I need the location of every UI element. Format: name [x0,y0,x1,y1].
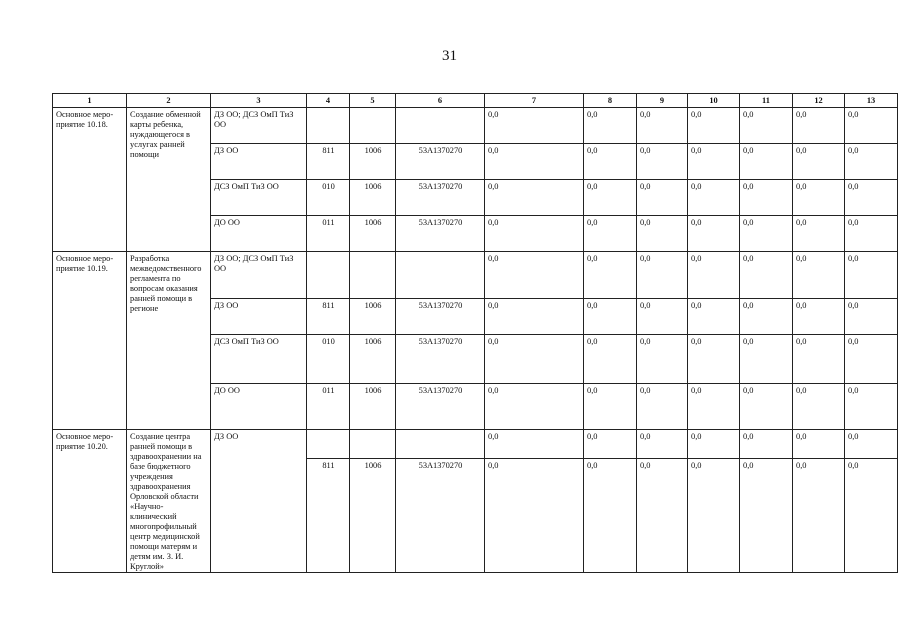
code-cell: 53А1370270 [396,216,485,252]
header-cell: 1 [53,94,127,108]
measure-name-cell: Создание центра ранней помощи в здравоохранении на базе бюджетного учреждения здравоохранения Орловской области «Научно-клинический многопрофильный центр медицинской помощи матерям и детям им. З. И. Круглой» [127,430,211,573]
value-cell: 0,0 [793,430,845,459]
value-cell: 0,0 [793,299,845,335]
value-cell: 0,0 [637,180,688,216]
code-cell [350,108,396,144]
executor-cell: ДЗ ОО [211,144,307,180]
value-cell: 0,0 [740,384,793,430]
executor-cell: ДЗ ОО; ДСЗ ОмП ТиЗ ОО [211,252,307,299]
value-cell: 0,0 [584,108,637,144]
value-cell: 0,0 [637,430,688,459]
value-cell: 0,0 [740,299,793,335]
value-cell: 0,0 [845,430,898,459]
header-cell: 6 [396,94,485,108]
value-cell: 0,0 [845,144,898,180]
header-cell: 12 [793,94,845,108]
code-cell [396,108,485,144]
value-cell: 0,0 [845,299,898,335]
value-cell: 0,0 [688,459,740,573]
code-cell [307,108,350,144]
code-cell: 010 [307,180,350,216]
value-cell: 0,0 [845,384,898,430]
value-cell: 0,0 [740,459,793,573]
value-cell: 0,0 [637,384,688,430]
value-cell: 0,0 [688,144,740,180]
value-cell: 0,0 [584,384,637,430]
value-cell: 0,0 [845,335,898,384]
header-cell: 3 [211,94,307,108]
code-cell: 53А1370270 [396,299,485,335]
budget-table [52,93,898,573]
value-cell: 0,0 [688,216,740,252]
code-cell: 53А1370270 [396,180,485,216]
value-cell: 0,0 [688,180,740,216]
code-cell: 011 [307,384,350,430]
value-cell: 0,0 [584,252,637,299]
table-row [53,252,898,299]
value-cell: 0,0 [637,108,688,144]
value-cell: 0,0 [485,144,584,180]
value-cell: 0,0 [637,459,688,573]
value-cell: 0,0 [740,144,793,180]
header-row [53,94,898,108]
value-cell: 0,0 [845,108,898,144]
value-cell: 0,0 [793,108,845,144]
value-cell: 0,0 [793,252,845,299]
value-cell: 0,0 [485,108,584,144]
table-row [53,430,898,459]
measure-id-cell: Основное меро-приятие 10.19. [53,252,127,430]
code-cell: 1006 [350,384,396,430]
header-cell: 13 [845,94,898,108]
code-cell [307,430,350,459]
code-cell [350,430,396,459]
measure-name-cell: Разработка межведомственного регламента по вопросам оказания ранней помощи в регионе [127,252,211,430]
code-cell: 1006 [350,335,396,384]
value-cell: 0,0 [637,299,688,335]
executor-cell: ДЗ ОО [211,299,307,335]
code-cell: 1006 [350,144,396,180]
value-cell: 0,0 [740,335,793,384]
value-cell: 0,0 [688,384,740,430]
header-cell: 11 [740,94,793,108]
header-cell: 9 [637,94,688,108]
code-cell: 811 [307,299,350,335]
code-cell [396,430,485,459]
value-cell: 0,0 [793,180,845,216]
value-cell: 0,0 [584,144,637,180]
value-cell: 0,0 [845,252,898,299]
value-cell: 0,0 [688,299,740,335]
value-cell: 0,0 [793,144,845,180]
executor-cell: ДЗ ОО; ДСЗ ОмП ТиЗ ОО [211,108,307,144]
executor-cell: ДО ОО [211,384,307,430]
code-cell: 1006 [350,299,396,335]
value-cell: 0,0 [485,430,584,459]
value-cell: 0,0 [584,430,637,459]
page-number: 31 [442,48,457,64]
value-cell: 0,0 [793,384,845,430]
value-cell: 0,0 [845,459,898,573]
executor-cell: ДСЗ ОмП ТиЗ ОО [211,180,307,216]
value-cell: 0,0 [637,216,688,252]
value-cell: 0,0 [637,144,688,180]
measure-name-cell: Создание обменной карты ребенка, нуждающегося в услугах ранней помощи [127,108,211,252]
value-cell: 0,0 [485,252,584,299]
code-cell: 811 [307,459,350,573]
value-cell: 0,0 [688,335,740,384]
value-cell: 0,0 [688,108,740,144]
executor-cell: ДО ОО [211,216,307,252]
value-cell: 0,0 [740,216,793,252]
value-cell: 0,0 [688,430,740,459]
executor-cell: ДСЗ ОмП ТиЗ ОО [211,335,307,384]
code-cell: 811 [307,144,350,180]
code-cell: 011 [307,216,350,252]
measure-id-cell: Основное меро-приятие 10.18. [53,108,127,252]
value-cell: 0,0 [793,459,845,573]
code-cell [396,252,485,299]
header-cell: 8 [584,94,637,108]
code-cell [307,252,350,299]
value-cell: 0,0 [584,459,637,573]
value-cell: 0,0 [793,335,845,384]
value-cell: 0,0 [485,384,584,430]
value-cell: 0,0 [740,108,793,144]
code-cell: 53А1370270 [396,335,485,384]
header-cell: 2 [127,94,211,108]
code-cell: 53А1370270 [396,144,485,180]
value-cell: 0,0 [584,216,637,252]
executor-cell: ДЗ ОО [211,430,307,573]
code-cell [350,252,396,299]
measure-id-cell: Основное меро-приятие 10.20. [53,430,127,573]
value-cell: 0,0 [845,180,898,216]
code-cell: 53А1370270 [396,459,485,573]
table-row [53,108,898,144]
value-cell: 0,0 [845,216,898,252]
header-cell: 10 [688,94,740,108]
value-cell: 0,0 [740,252,793,299]
code-cell: 1006 [350,216,396,252]
code-cell: 53А1370270 [396,384,485,430]
value-cell: 0,0 [688,252,740,299]
value-cell: 0,0 [740,180,793,216]
code-cell: 010 [307,335,350,384]
header-cell: 4 [307,94,350,108]
value-cell: 0,0 [485,180,584,216]
header-cell: 5 [350,94,396,108]
value-cell: 0,0 [485,459,584,573]
value-cell: 0,0 [485,216,584,252]
value-cell: 0,0 [485,299,584,335]
header-cell: 7 [485,94,584,108]
value-cell: 0,0 [584,335,637,384]
value-cell: 0,0 [740,430,793,459]
code-cell: 1006 [350,180,396,216]
value-cell: 0,0 [584,180,637,216]
value-cell: 0,0 [485,335,584,384]
value-cell: 0,0 [637,252,688,299]
value-cell: 0,0 [637,335,688,384]
value-cell: 0,0 [793,216,845,252]
code-cell: 1006 [350,459,396,573]
value-cell: 0,0 [584,299,637,335]
